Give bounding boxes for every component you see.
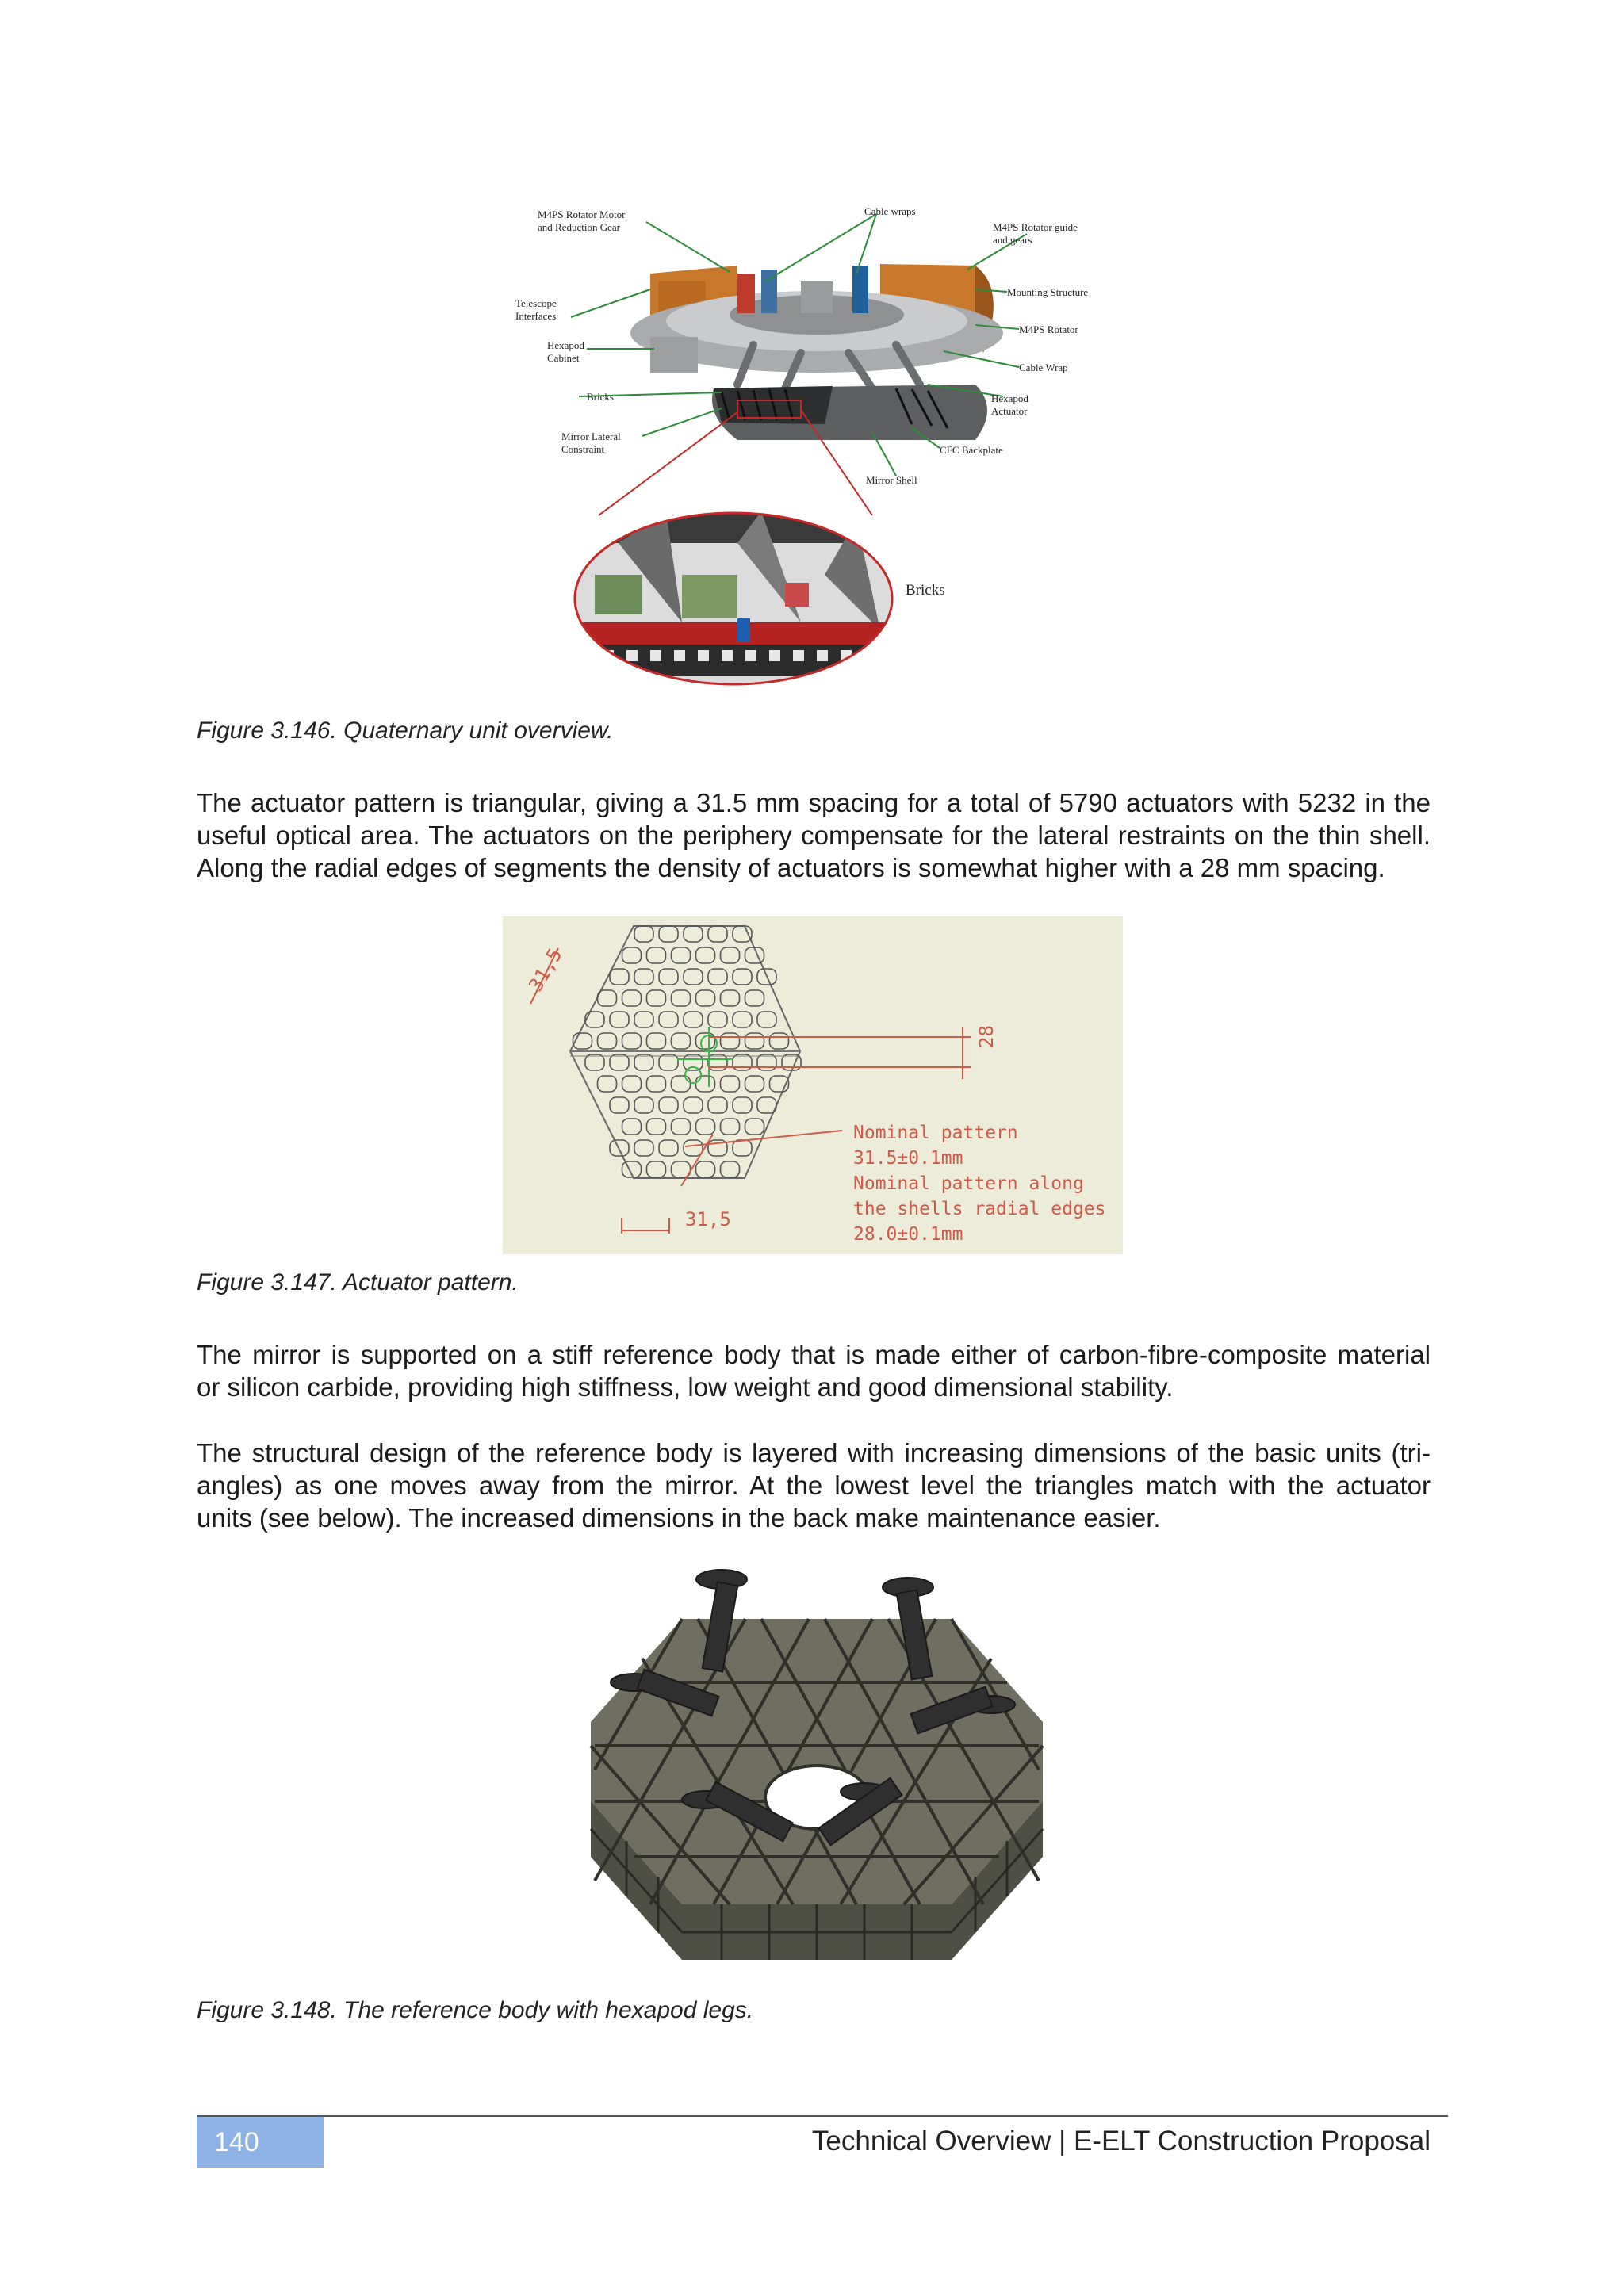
actuator-cell (598, 1033, 617, 1049)
label-bricks-zoom: Bricks (906, 582, 945, 599)
paragraph-actuator-pattern (197, 786, 1431, 884)
actuator-cell (659, 926, 678, 942)
actuator-cell (708, 926, 727, 942)
paragraph-line: units (see below). The increased dimensions in the back make maintenance easier. (197, 1503, 1161, 1533)
note-radial-edges: the shells radial edges (853, 1199, 1106, 1219)
actuator-cell (634, 926, 653, 942)
actuator-cell (708, 1012, 727, 1027)
paragraph-structural-design (197, 1437, 1431, 1534)
actuator-cell (745, 1076, 764, 1092)
actuator-cell (696, 990, 715, 1006)
page-number: 140 (197, 2117, 324, 2168)
actuator-cell (659, 969, 678, 985)
actuator-cell (610, 1097, 629, 1113)
actuator-cell (684, 926, 703, 942)
label-lateral-constraint: Mirror Lateral (561, 430, 621, 442)
actuator-cell (634, 1012, 653, 1027)
actuator-cell (696, 1161, 715, 1177)
actuator-cell (647, 1161, 666, 1177)
actuator-cell (745, 1119, 764, 1135)
actuator-cell (647, 1119, 666, 1135)
actuator-cell (647, 1033, 666, 1049)
actuator-cell (610, 969, 629, 985)
actuator-cell (696, 1119, 715, 1135)
quaternary-unit-illustration (500, 202, 1134, 698)
actuator-cell (647, 947, 666, 963)
label-cfc-backplate: CFC Backplate (940, 444, 1003, 456)
note-radial-value: 28.0±0.1mm (853, 1224, 963, 1245)
actuator-cell (659, 1054, 678, 1070)
paragraph-line: angles) as one moves away from the mirror. At the lowest level the triangles match with the actuator (197, 1471, 1431, 1500)
actuator-cell (585, 1012, 604, 1027)
actuator-cell (672, 990, 691, 1006)
figure-reference-body (579, 1563, 1055, 1984)
label-rotator: M4PS Rotator (1019, 323, 1078, 335)
actuator-cell (696, 1076, 715, 1092)
footer-title: Technical Overview | E-ELT Construction Proposal (811, 2126, 1431, 2156)
label-rotator-guide-2: and gears (993, 234, 1032, 246)
paragraph-line: useful optical area. The actuators on the periphery compensate for the lateral restraints on the thin shell. (197, 821, 1431, 850)
actuator-cell (672, 1033, 691, 1049)
actuator-cell (659, 1097, 678, 1113)
actuator-cell (757, 1012, 776, 1027)
label-telescope: Telescope (515, 297, 557, 309)
actuator-cell (647, 1076, 666, 1092)
actuator-cell (672, 1119, 691, 1135)
actuator-cell (745, 990, 764, 1006)
actuator-cell (733, 1012, 752, 1027)
label-rotator-guide: M4PS Rotator guide (993, 221, 1078, 233)
paragraph-line: or silicon carbide, providing high stiffness, low weight and good dimensional stability. (197, 1372, 1174, 1402)
actuator-cell (634, 1054, 653, 1070)
actuator-cell (659, 1012, 678, 1027)
actuator-cell (721, 990, 740, 1006)
label-hexapod-cabinet: Hexapod (547, 339, 584, 351)
reference-body-render (579, 1563, 1055, 1984)
actuator-cell (610, 1054, 629, 1070)
label-hexapod-cabinet-2: Cabinet (547, 352, 580, 364)
paragraph-line: Along the radial edges of segments the density of actuators is somewhat higher with a 28 mm spacing. (197, 853, 1385, 882)
note-radial-pattern: Nominal pattern along (853, 1173, 1084, 1194)
actuator-cell (721, 1076, 740, 1092)
actuator-cell (721, 1033, 740, 1049)
label-cable-wrap: Cable Wrap (1019, 362, 1068, 373)
actuator-pattern-diagram (503, 916, 1123, 1254)
actuator-cell (585, 1054, 604, 1070)
note-nominal-value: 31.5±0.1mm (853, 1148, 963, 1169)
label-hexapod-actuator: Hexapod (991, 392, 1028, 404)
actuator-cell (708, 969, 727, 985)
label-lateral-constraint-2: Constraint (561, 443, 605, 455)
actuator-cell (634, 969, 653, 985)
actuator-cell (684, 1097, 703, 1113)
actuator-cell (622, 990, 642, 1006)
actuator-cell (634, 1140, 653, 1156)
actuator-cell (622, 1076, 642, 1092)
actuator-cell (721, 947, 740, 963)
actuator-cell (733, 1097, 752, 1113)
label-cable-wraps: Cable wraps (864, 205, 916, 217)
dim-diagonal: 31,5 (524, 944, 567, 996)
actuator-cell (770, 1033, 789, 1049)
actuator-cell (622, 947, 642, 963)
actuator-cell (622, 1119, 642, 1135)
figure-caption-147: Figure 3.147. Actuator pattern. (197, 1269, 519, 1295)
actuator-cell (598, 1076, 617, 1092)
actuator-cell (647, 990, 666, 1006)
label-bricks: Bricks (587, 391, 614, 403)
figure-caption-146: Figure 3.146. Quaternary unit overview. (197, 718, 614, 744)
actuator-cell (708, 1097, 727, 1113)
paragraph-line: The mirror is supported on a stiff reference body that is made either of carbon-fibre-composite material (197, 1340, 1431, 1369)
actuator-cell (733, 1140, 752, 1156)
label-rotator-motor: M4PS Rotator Motor (538, 209, 626, 220)
paragraph-line: The structural design of the reference body is layered with increasing dimensions of the basic units (tri- (197, 1438, 1431, 1468)
actuator-cell (610, 1012, 629, 1027)
label-hexapod-actuator-2: Actuator (991, 405, 1028, 417)
note-nominal-pattern: Nominal pattern (853, 1123, 1018, 1143)
figure-quaternary-unit (500, 202, 1134, 698)
footer-rule (197, 2115, 1448, 2117)
actuator-cell (672, 1076, 691, 1092)
label-telescope-2: Interfaces (515, 310, 557, 322)
dim-bottom: 31,5 (685, 1208, 731, 1230)
actuator-cell (684, 969, 703, 985)
label-mirror-shell: Mirror Shell (866, 474, 917, 486)
figure-actuator-pattern (503, 916, 1123, 1254)
paragraph-reference-body (197, 1338, 1431, 1403)
actuator-cell (684, 1012, 703, 1027)
actuator-cell (696, 947, 715, 963)
actuator-cell (634, 1097, 653, 1113)
dim-vertical: 28 (975, 1025, 998, 1048)
actuator-cell (721, 1161, 740, 1177)
figure-caption-148: Figure 3.148. The reference body with hexapod legs. (197, 1997, 754, 2023)
actuator-cell (745, 1033, 764, 1049)
actuator-cell (622, 1033, 642, 1049)
label-rotator-motor-2: and Reduction Gear (538, 221, 620, 233)
actuator-cell (684, 1140, 703, 1156)
label-mounting-structure: Mounting Structure (1007, 286, 1089, 298)
paragraph-line: The actuator pattern is triangular, giving a 31.5 mm spacing for a total of 5790 actuators with 5232 in the (197, 788, 1431, 817)
actuator-cell (721, 1119, 740, 1135)
actuator-cell (659, 1140, 678, 1156)
actuator-cell (672, 947, 691, 963)
actuator-cell (733, 969, 752, 985)
